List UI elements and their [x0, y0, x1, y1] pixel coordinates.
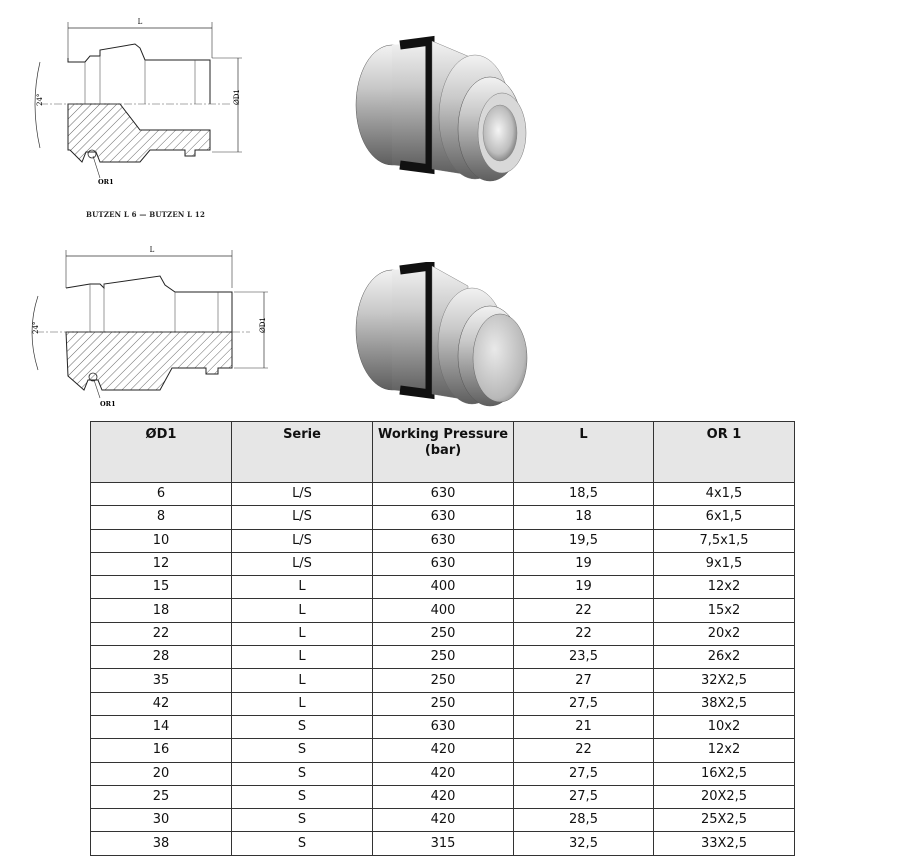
cell-oring: 7,5x1,5: [654, 529, 795, 552]
cell-working-pressure: 250: [373, 622, 514, 645]
cell-diameter: 14: [91, 715, 232, 738]
cell-diameter: 15: [91, 576, 232, 599]
cell-diameter: 22: [91, 622, 232, 645]
header-length: L: [514, 422, 654, 483]
cell-oring: 32X2,5: [654, 669, 795, 692]
cell-diameter: 8: [91, 506, 232, 529]
specification-table: [90, 421, 795, 856]
cell-series: S: [232, 762, 373, 785]
cell-length: 28,5: [514, 809, 654, 832]
table-header-row: [91, 422, 795, 483]
cell-oring: 25X2,5: [654, 809, 795, 832]
cell-diameter: 35: [91, 669, 232, 692]
cell-oring: 16X2,5: [654, 762, 795, 785]
cell-working-pressure: 420: [373, 809, 514, 832]
cell-length: 27,5: [514, 692, 654, 715]
cell-series: L: [232, 646, 373, 669]
table-row: [91, 483, 795, 506]
table-row: [91, 809, 795, 832]
cell-diameter: 38: [91, 832, 232, 855]
cell-length: 19: [514, 552, 654, 575]
cell-oring: 12x2: [654, 576, 795, 599]
table-row: [91, 576, 795, 599]
drawing-caption: BUTZEN L 6 — BUTZEN L 12: [86, 210, 206, 219]
product-render-solid-plug: [350, 262, 540, 417]
cell-oring: 38X2,5: [654, 692, 795, 715]
table-row: [91, 832, 795, 855]
cell-diameter: 10: [91, 529, 232, 552]
cell-series: L: [232, 669, 373, 692]
table-row: [91, 529, 795, 552]
diameter-label: ØD1: [233, 89, 241, 105]
table-row: [91, 646, 795, 669]
cell-series: L: [232, 622, 373, 645]
cell-working-pressure: 630: [373, 715, 514, 738]
cell-oring: 15x2: [654, 599, 795, 622]
length-label: L: [137, 18, 143, 26]
cell-length: 18,5: [514, 483, 654, 506]
header-diameter: ØD1: [91, 422, 232, 483]
cell-length: 22: [514, 622, 654, 645]
cell-oring: 4x1,5: [654, 483, 795, 506]
cell-oring: 12x2: [654, 739, 795, 762]
cell-diameter: 16: [91, 739, 232, 762]
product-render-hollow-plug: [350, 35, 540, 190]
cell-length: 27,5: [514, 762, 654, 785]
cell-series: L/S: [232, 483, 373, 506]
cell-series: S: [232, 809, 373, 832]
cell-series: L/S: [232, 552, 373, 575]
cell-length: 22: [514, 599, 654, 622]
cell-diameter: 20: [91, 762, 232, 785]
cell-length: 18: [514, 506, 654, 529]
diameter-label: ØD1: [259, 317, 267, 333]
table-row: [91, 552, 795, 575]
cell-working-pressure: 420: [373, 739, 514, 762]
cell-diameter: 28: [91, 646, 232, 669]
cell-series: L: [232, 576, 373, 599]
cell-oring: 6x1,5: [654, 506, 795, 529]
cell-diameter: 12: [91, 552, 232, 575]
technical-drawing-hollow-plug: [0, 0, 300, 205]
cell-series: L/S: [232, 529, 373, 552]
cell-working-pressure: 250: [373, 646, 514, 669]
cell-working-pressure: 400: [373, 576, 514, 599]
table-row: [91, 762, 795, 785]
cell-working-pressure: 420: [373, 762, 514, 785]
oring-label: OR1: [100, 400, 116, 408]
cell-series: S: [232, 832, 373, 855]
header-series: Serie: [232, 422, 373, 483]
cell-series: S: [232, 739, 373, 762]
cell-length: 27,5: [514, 785, 654, 808]
cell-series: S: [232, 785, 373, 808]
cell-diameter: 30: [91, 809, 232, 832]
cell-length: 19,5: [514, 529, 654, 552]
oring-label: OR1: [98, 178, 114, 186]
cell-working-pressure: 630: [373, 506, 514, 529]
cell-working-pressure: 250: [373, 692, 514, 715]
cell-working-pressure: 315: [373, 832, 514, 855]
cell-working-pressure: 630: [373, 483, 514, 506]
cell-series: L/S: [232, 506, 373, 529]
technical-drawing-solid-plug: [0, 240, 300, 420]
header-working-pressure: Working Pressure (bar): [373, 422, 514, 483]
cell-working-pressure: 420: [373, 785, 514, 808]
table-row: [91, 692, 795, 715]
cell-series: L: [232, 692, 373, 715]
angle-label: 24°: [32, 321, 40, 334]
cell-length: 22: [514, 739, 654, 762]
cell-oring: 10x2: [654, 715, 795, 738]
header-oring: OR 1: [654, 422, 795, 483]
cell-working-pressure: 630: [373, 529, 514, 552]
cell-length: 32,5: [514, 832, 654, 855]
length-label: L: [149, 246, 155, 254]
cell-series: S: [232, 715, 373, 738]
table-row: [91, 715, 795, 738]
table-row: [91, 622, 795, 645]
cell-length: 27: [514, 669, 654, 692]
cell-diameter: 42: [91, 692, 232, 715]
table-body: [91, 483, 795, 856]
cell-diameter: 25: [91, 785, 232, 808]
cell-working-pressure: 250: [373, 669, 514, 692]
cell-oring: 20X2,5: [654, 785, 795, 808]
table-row: [91, 669, 795, 692]
cell-oring: 20x2: [654, 622, 795, 645]
cell-series: L: [232, 599, 373, 622]
cell-length: 19: [514, 576, 654, 599]
cell-working-pressure: 400: [373, 599, 514, 622]
table-row: [91, 785, 795, 808]
cell-oring: 26x2: [654, 646, 795, 669]
angle-label: 24°: [36, 93, 44, 106]
cell-oring: 9x1,5: [654, 552, 795, 575]
cell-oring: 33X2,5: [654, 832, 795, 855]
cell-diameter: 18: [91, 599, 232, 622]
table-row: [91, 506, 795, 529]
cell-length: 23,5: [514, 646, 654, 669]
cell-diameter: 6: [91, 483, 232, 506]
table-row: [91, 739, 795, 762]
cell-length: 21: [514, 715, 654, 738]
table-row: [91, 599, 795, 622]
cell-working-pressure: 630: [373, 552, 514, 575]
